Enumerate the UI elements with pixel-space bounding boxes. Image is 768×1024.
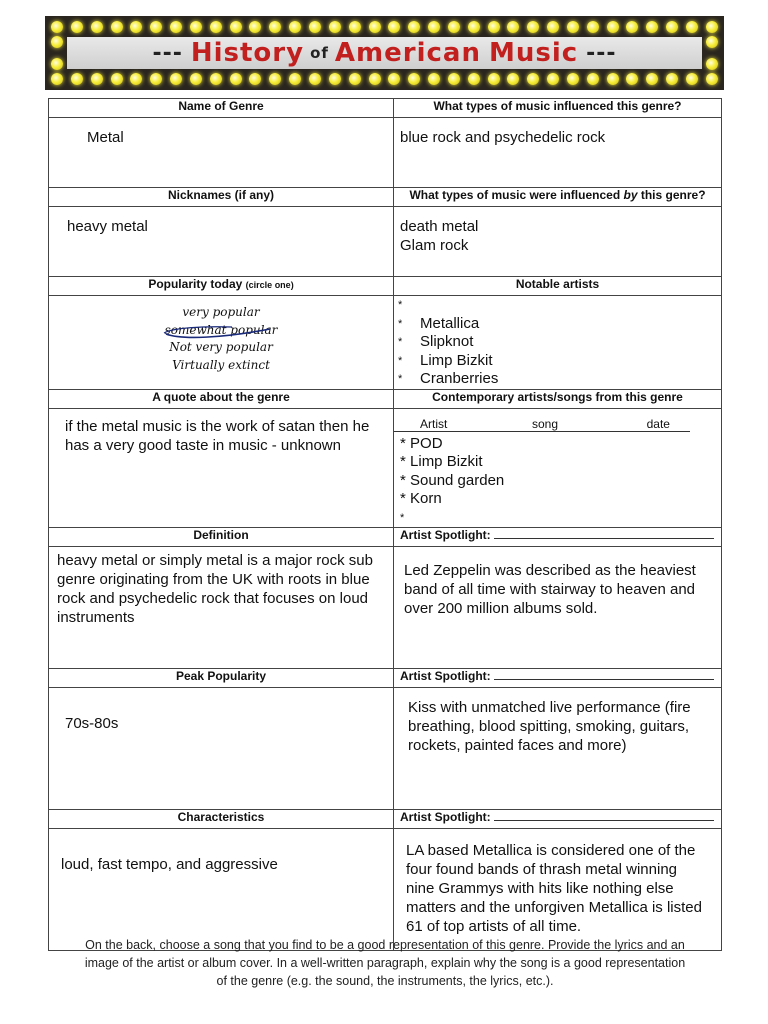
header-popularity-note: (circle one): [245, 280, 294, 290]
header-definition: Definition: [49, 528, 394, 547]
light-bulb-icon: [130, 73, 142, 85]
light-bulb-icon: [111, 21, 123, 33]
title-banner: [45, 16, 724, 90]
light-bulb-icon: [666, 73, 678, 85]
light-bulb-icon: [289, 73, 301, 85]
light-bulb-icon: [706, 58, 718, 70]
banner-word-history: History: [190, 38, 305, 68]
light-bulb-icon: [686, 73, 698, 85]
contemporary-cell[interactable]: [394, 408, 722, 528]
header-quote: A quote about the genre: [49, 389, 394, 408]
light-bulb-icon: [369, 21, 381, 33]
light-bulb-icon: [587, 73, 599, 85]
nicknames-cell[interactable]: [49, 207, 394, 277]
influenced-genre-item: Glam rock: [400, 237, 469, 254]
light-bulb-icon: [607, 73, 619, 85]
banner-title: [67, 37, 702, 69]
contemporary-columns: [394, 409, 690, 432]
light-bulb-icon: [507, 21, 519, 33]
header-influenced-prefix: What types of music were influenced: [409, 188, 621, 202]
contemporary-list: [394, 432, 721, 528]
quote-value: if the metal music is the work of satan then he has a very good taste in music - unknown: [65, 417, 370, 454]
light-bulb-icon: [646, 73, 658, 85]
popularity-option[interactable]: very popular: [182, 305, 260, 319]
light-bulb-icon: [547, 73, 559, 85]
spotlight-3-value: LA based Metallica is considered one of the four found bands of thrash metal winning nine Grammys with hits like nothing else matters and the unforgiven Metallica is listed 61 of top artists of all time.: [406, 842, 702, 935]
light-bulb-icon: [428, 21, 440, 33]
list-item: * POD: [400, 434, 443, 452]
light-bulb-icon: [686, 21, 698, 33]
list-item: *: [398, 299, 403, 311]
light-bulb-icon: [488, 73, 500, 85]
list-item: * Cranberries: [398, 370, 499, 387]
circle-mark-icon: [162, 320, 274, 340]
light-bulb-icon: [269, 21, 281, 33]
light-bulb-icon: [527, 73, 539, 85]
column-date: date: [646, 416, 670, 431]
column-song: song: [531, 416, 558, 431]
header-influenced-suffix: this genre?: [640, 188, 706, 202]
light-bulb-icon: [230, 21, 242, 33]
light-bulb-icon: [408, 73, 420, 85]
list-item: * Limp Bizkit: [398, 351, 493, 369]
light-bulb-icon: [210, 73, 222, 85]
light-bulb-icon: [369, 73, 381, 85]
header-spotlight-3: [394, 810, 722, 829]
spotlight-2-value: Kiss with unmatched live performance (fire breathing, blood spitting, smoking, guitars, rockets, painted faces and more): [408, 699, 691, 754]
light-bulb-icon: [71, 73, 83, 85]
header-influenced-by-word: by: [623, 188, 638, 202]
definition-cell[interactable]: [49, 547, 394, 669]
spotlight-2-cell[interactable]: [394, 688, 722, 810]
light-bulb-icon: [150, 73, 162, 85]
header-influenced: [394, 188, 722, 207]
spotlight-label: Artist Spotlight:: [400, 810, 491, 824]
banner-lights-top: [51, 21, 718, 33]
light-bulb-icon: [448, 21, 460, 33]
light-bulb-icon: [210, 21, 222, 33]
light-bulb-icon: [249, 21, 261, 33]
influenced-by-value: blue rock and psychedelic rock: [400, 129, 606, 146]
influenced-genre-item: death metal: [400, 218, 479, 235]
spotlight-3-cell[interactable]: [394, 829, 722, 951]
banner-word-music: Music: [488, 38, 579, 68]
banner-word-american: American: [334, 38, 481, 68]
genre-value: Metal: [87, 129, 124, 146]
light-bulb-icon: [428, 73, 440, 85]
influenced-genres-cell[interactable]: [394, 207, 722, 277]
header-genre: Name of Genre: [49, 99, 394, 118]
light-bulb-icon: [468, 73, 480, 85]
light-bulb-icon: [706, 73, 718, 85]
light-bulb-icon: [587, 21, 599, 33]
spotlight-label: Artist Spotlight:: [400, 669, 491, 683]
light-bulb-icon: [170, 73, 182, 85]
light-bulb-icon: [51, 58, 63, 70]
light-bulb-icon: [51, 73, 63, 85]
assignment-instructions: On the back, choose a song that you find to be a good representation of this genre. Provide the lyrics and an image of the artist or album cover. In a well-written paragraph, explain why the song is a good representation of the genre (e.g. the sound, the instruments, the lyrics, etc.).: [84, 938, 686, 988]
peak-value: 70s-80s: [65, 715, 119, 732]
light-bulb-icon: [349, 21, 361, 33]
light-bulb-icon: [249, 73, 261, 85]
header-popularity: [49, 277, 394, 296]
popularity-option-selected[interactable]: [49, 322, 393, 340]
notable-artists-list: [394, 296, 721, 389]
light-bulb-icon: [626, 73, 638, 85]
nickname-value: heavy metal: [67, 218, 148, 235]
light-bulb-icon: [448, 73, 460, 85]
light-bulb-icon: [329, 73, 341, 85]
popularity-option-label: somewhat popular: [164, 322, 278, 337]
characteristics-value: loud, fast tempo, and aggressive: [61, 856, 278, 873]
list-item: * Metallica: [398, 314, 480, 332]
header-popularity-label: Popularity today: [148, 277, 243, 291]
list-item: * Sound garden: [400, 471, 505, 489]
light-bulb-icon: [507, 73, 519, 85]
notable-artists-cell[interactable]: [394, 296, 722, 390]
spotlight-blank-line[interactable]: [494, 528, 714, 539]
header-influenced-by: What types of music influenced this genre?: [394, 99, 722, 118]
spotlight-blank-line[interactable]: [494, 810, 714, 821]
banner-lights-left: [51, 36, 63, 70]
light-bulb-icon: [190, 21, 202, 33]
spotlight-label: Artist Spotlight:: [400, 528, 491, 542]
light-bulb-icon: [91, 21, 103, 33]
genre-worksheet: [48, 98, 722, 951]
light-bulb-icon: [567, 21, 579, 33]
quote-cell[interactable]: [49, 408, 394, 528]
light-bulb-icon: [488, 21, 500, 33]
light-bulb-icon: [527, 21, 539, 33]
light-bulb-icon: [190, 73, 202, 85]
light-bulb-icon: [607, 21, 619, 33]
light-bulb-icon: [349, 73, 361, 85]
column-artist: Artist: [420, 416, 448, 431]
peak-cell[interactable]: [49, 688, 394, 810]
definition-value: heavy metal or simply metal is a major rock sub genre originating from the UK with roots in blue rock and psychedelic rock that focuses on loud instruments: [57, 552, 373, 626]
light-bulb-icon: [329, 21, 341, 33]
light-bulb-icon: [51, 21, 63, 33]
banner-suffix: ---: [586, 40, 617, 66]
light-bulb-icon: [567, 73, 579, 85]
light-bulb-icon: [269, 73, 281, 85]
light-bulb-icon: [309, 73, 321, 85]
light-bulb-icon: [51, 36, 63, 48]
banner-lights-bottom: [51, 73, 718, 85]
light-bulb-icon: [71, 21, 83, 33]
header-nicknames: Nicknames (if any): [49, 188, 394, 207]
popularity-option[interactable]: Not very popular: [169, 340, 273, 354]
list-item: * Slipknot: [398, 333, 474, 350]
light-bulb-icon: [91, 73, 103, 85]
list-item: * Limp Bizkit: [400, 453, 483, 470]
light-bulb-icon: [388, 73, 400, 85]
light-bulb-icon: [408, 21, 420, 33]
list-item: * Korn: [400, 490, 442, 507]
light-bulb-icon: [170, 21, 182, 33]
light-bulb-icon: [468, 21, 480, 33]
light-bulb-icon: [230, 73, 242, 85]
banner-word-of: of: [310, 44, 329, 62]
light-bulb-icon: [666, 21, 678, 33]
spotlight-blank-line[interactable]: [494, 669, 714, 680]
light-bulb-icon: [111, 73, 123, 85]
characteristics-cell[interactable]: [49, 829, 394, 951]
light-bulb-icon: [289, 21, 301, 33]
genre-cell[interactable]: [49, 118, 394, 188]
list-item: *: [400, 511, 405, 524]
influenced-by-cell[interactable]: [394, 118, 722, 188]
header-spotlight-2: [394, 669, 722, 688]
light-bulb-icon: [547, 21, 559, 33]
light-bulb-icon: [309, 21, 321, 33]
light-bulb-icon: [646, 21, 658, 33]
header-notable: Notable artists: [394, 277, 722, 296]
light-bulb-icon: [706, 36, 718, 48]
header-contemporary: Contemporary artists/songs from this genre: [394, 389, 722, 408]
banner-lights-right: [706, 36, 718, 70]
light-bulb-icon: [706, 21, 718, 33]
light-bulb-icon: [150, 21, 162, 33]
header-peak: Peak Popularity: [49, 669, 394, 688]
light-bulb-icon: [130, 21, 142, 33]
popularity-option[interactable]: Virtually extinct: [172, 357, 270, 372]
light-bulb-icon: [388, 21, 400, 33]
light-bulb-icon: [626, 21, 638, 33]
spotlight-1-cell[interactable]: [394, 547, 722, 669]
header-spotlight-1: [394, 528, 722, 547]
banner-prefix: ---: [152, 40, 183, 66]
header-characteristics: Characteristics: [49, 810, 394, 829]
spotlight-1-value: Led Zeppelin was described as the heaviest band of all time with stairway to heaven and over 200 million albums sold.: [404, 562, 696, 617]
popularity-cell: [49, 296, 394, 390]
